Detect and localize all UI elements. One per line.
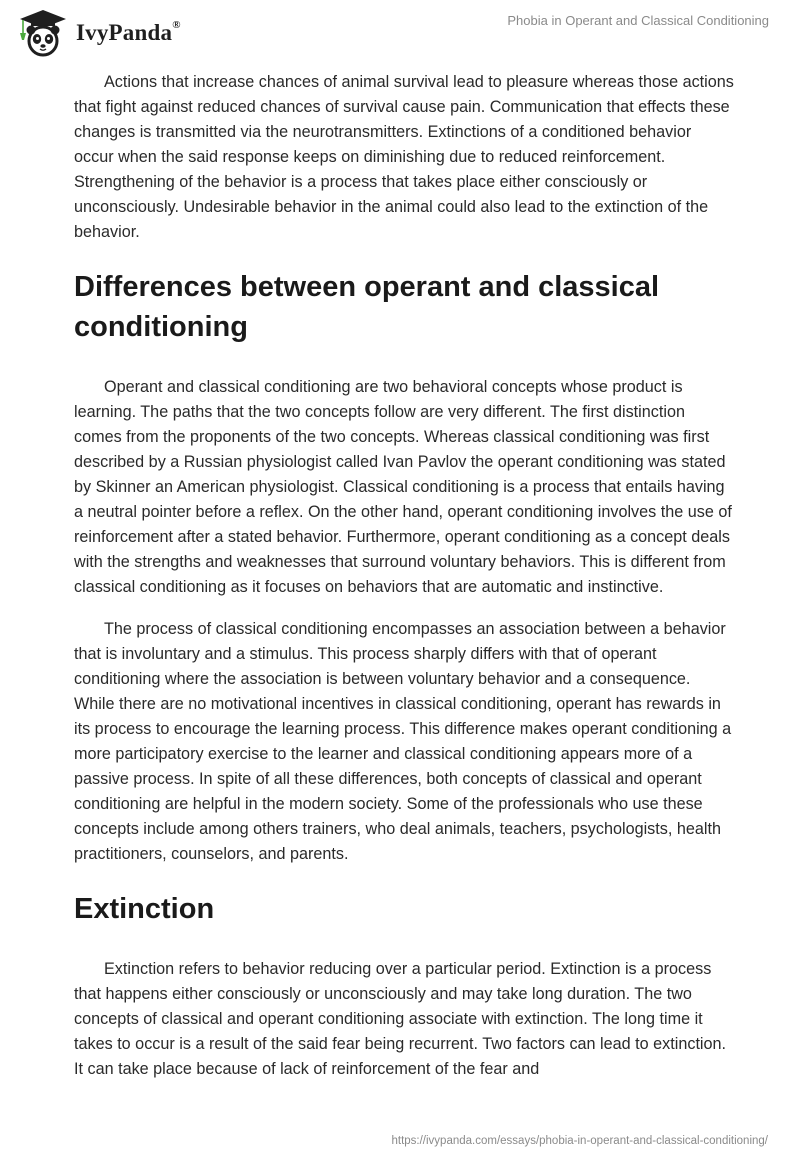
footer-url-link[interactable]: https://ivypanda.com/essays/phobia-in-operant-and-classical-conditioning/ xyxy=(391,1135,768,1147)
document-title: Phobia in Operant and Classical Conditioning xyxy=(507,13,769,28)
section-heading-differences: Differences between operant and classical conditioning xyxy=(74,271,660,343)
paragraph: Operant and classical conditioning are two behavioral concepts whose product is learning. The paths that the two concepts follow are very different. The first distinction comes from the proponents of the two concepts. Whereas classical conditioning was first described by a Russian physiologist called Ivan Pavlov the operant conditioning was stated by Skinner an American physiologist. Classical conditioning is a process that entails having a neutral pointer before a reflex. On the other hand, operant conditioning involves the use of reinforcement after a stated behavior. Furthermore, operant conditioning as a concept deals with the strengths and weaknesses that surround voluntary behaviors. This is different from classical conditioning as it focuses on behaviors that are automatic and instinctive. xyxy=(74,378,732,596)
paragraph: Actions that increase chances of animal survival lead to pleasure whereas those actions that fight against reduced chances of survival cause pain. Communication that effects these changes is transmitted via the neurotransmitters. Extinctions of a conditioned behavior occur when the said response keeps on diminishing due to reduced reinforcement. Strengthening of the behavior is a process that takes place either consciously or unconsciously. Undesirable behavior in the animal could also lead to the extinction of the behavior. xyxy=(74,73,734,241)
brand-name: IvyPanda® xyxy=(76,19,181,45)
page-header xyxy=(0,0,800,64)
panda-graduate-icon xyxy=(14,8,72,58)
essay-content xyxy=(74,70,734,1099)
paragraph: The process of classical conditioning encompasses an association between a behavior that is involuntary and a stimulus. This process sharply differs with that of operant conditioning where the association is between voluntary behavior and a consequence. While there are no motivational incentives in classical conditioning, operant has rewards in its process to encourage the learning process. This difference makes operant conditioning a more participatory exercise to the learner and classical conditioning appears more of a passive process. In spite of all these differences, both concepts of classical and operant conditioning are helpful in the modern society. Some of the professionals who use these concepts include among others trainers, who deal animals, teachers, psychologists, health practitioners, counselors, and parents. xyxy=(74,620,732,863)
paragraph: Extinction refers to behavior reducing over a particular period. Extinction is a process that happens either consciously or unconsciously and may take long duration. The two concepts of classical and operant conditioning associate with extinction. The long time it takes to occur is a result of the said fear being recurrent. Two factors can lead to extinction. It can take place because of lack of reinforcement of the fear and xyxy=(74,960,727,1078)
section-heading-extinction: Extinction xyxy=(74,893,215,925)
brand-logo[interactable] xyxy=(14,8,181,58)
